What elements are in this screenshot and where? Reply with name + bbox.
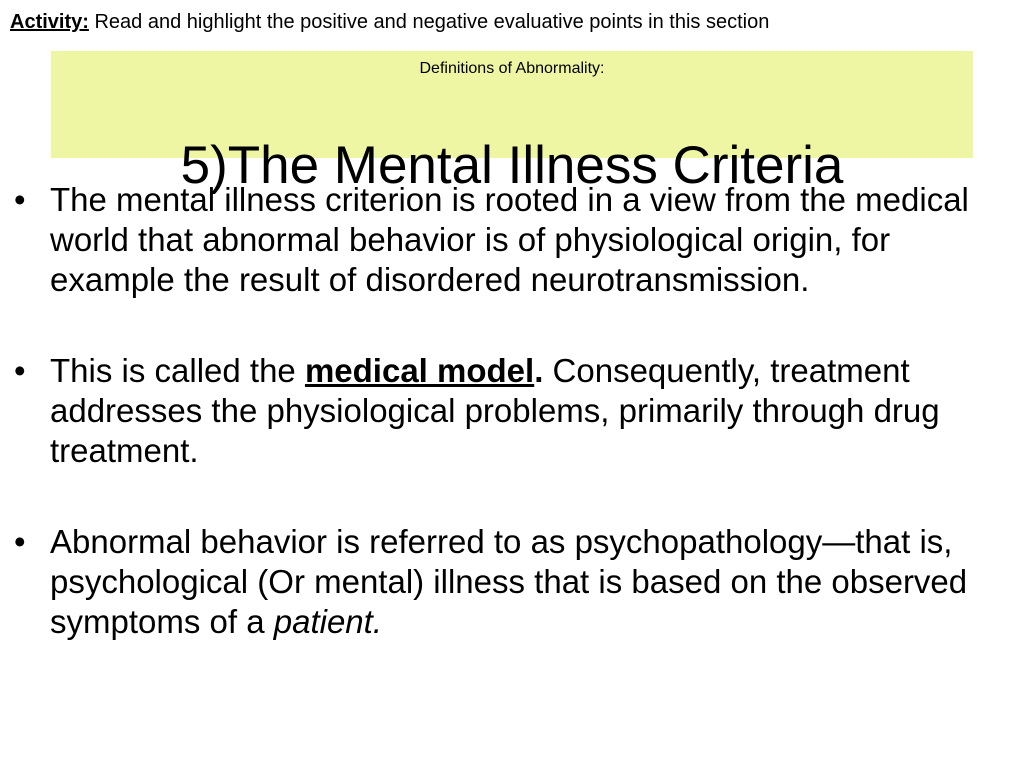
bullet-list	[14, 180, 1018, 642]
bullet-text: The mental illness criterion is rooted in a view from the medical world that abnormal behavior is of physiological origin, for example the result of disordered neurotransmission.	[50, 181, 969, 298]
bullet-item-3	[14, 522, 1018, 642]
bullet-italic-end: patient.	[273, 603, 382, 640]
bullet-dot: •	[14, 352, 26, 389]
slide-subtitle: Definitions of Abnormality:	[419, 60, 605, 77]
activity-text: Read and highlight the positive and negative evaluative points in this section	[88, 11, 770, 33]
term-period: .	[534, 352, 544, 389]
medical-model-term: medical model	[304, 352, 535, 389]
bullet-text: Abnormal behavior is referred to as psychopathology—that is, psychological (Or mental) illness that is based on the observed symptoms of a	[50, 523, 968, 640]
bullet-dot: •	[14, 523, 26, 560]
bullet-item-1	[14, 180, 1018, 300]
bullet-rest-text: Consequently, treatment addresses the physiological problems, primarily through drug treatment.	[50, 352, 940, 469]
slide-title: 5)The Mental Illness Criteria	[180, 136, 844, 195]
title-box	[51, 51, 973, 195]
activity-label: Activity:	[10, 11, 89, 33]
bullet-lead-text: This is called the	[50, 352, 305, 389]
bullet-dot: •	[14, 181, 26, 218]
activity-instruction	[10, 8, 769, 36]
bullet-item-2	[14, 351, 1018, 471]
